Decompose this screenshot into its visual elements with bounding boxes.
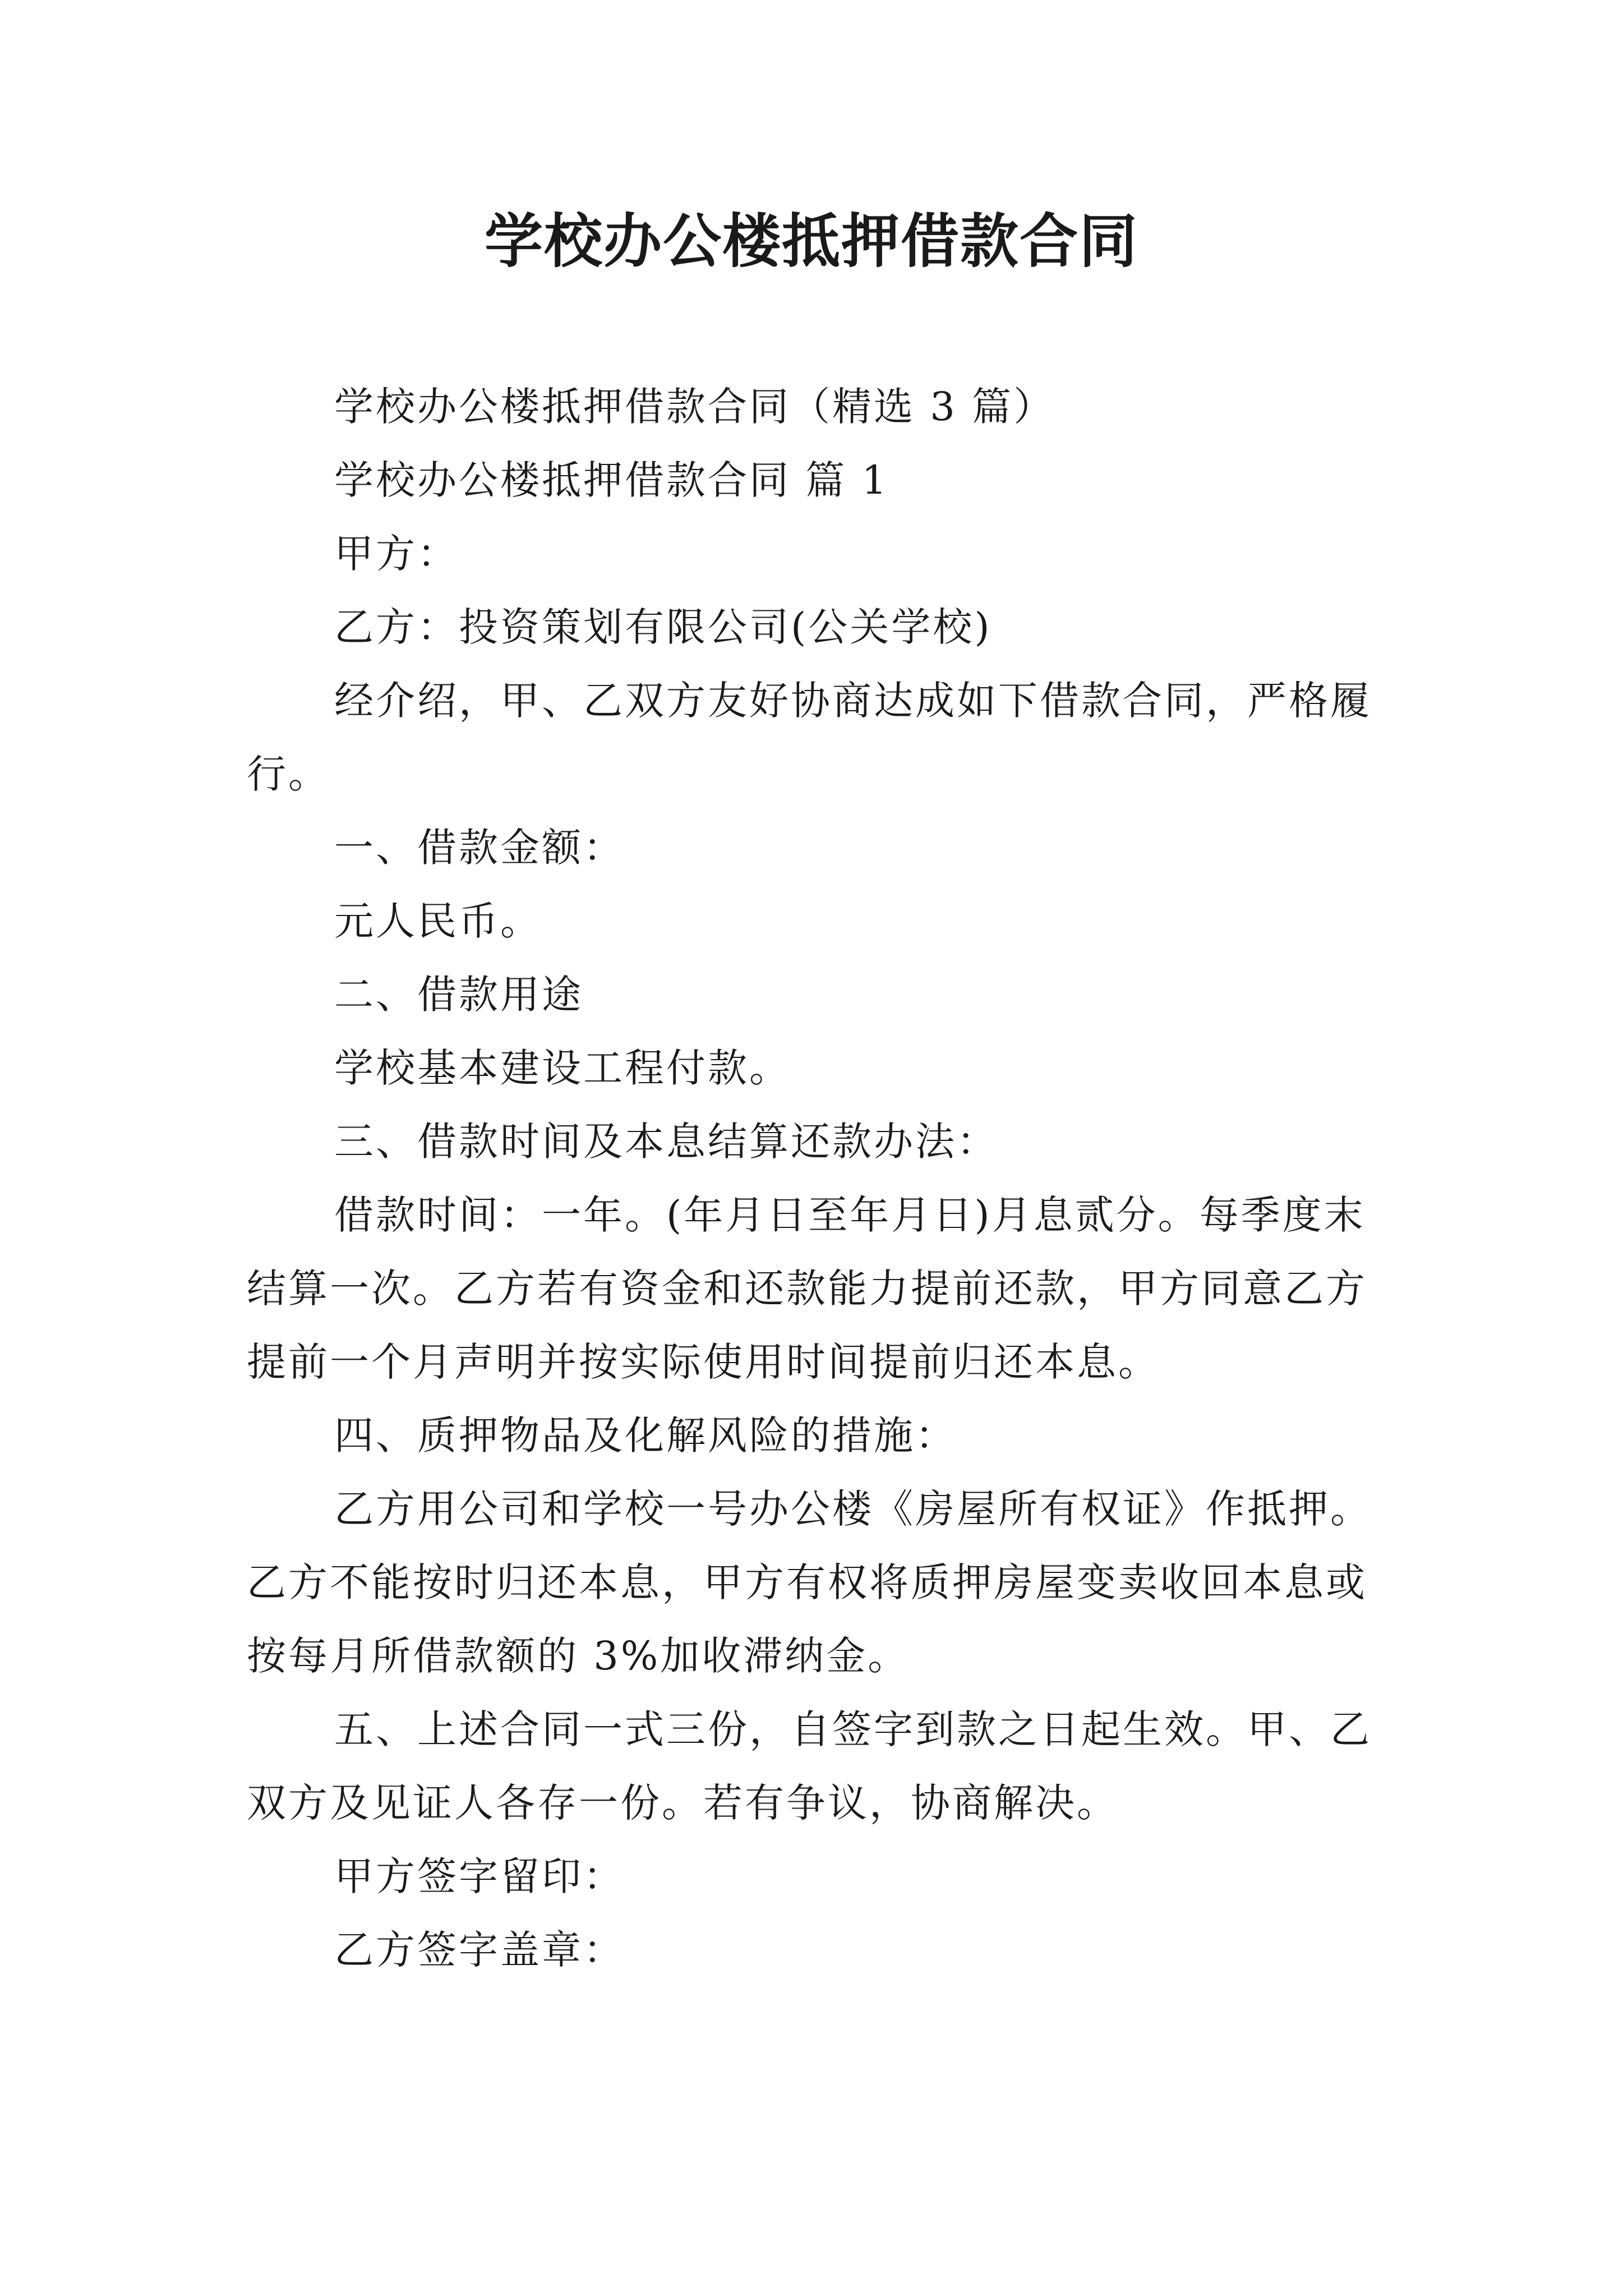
paragraph-party-b: 乙方：投资策划有限公司(公关学校) — [334, 604, 992, 650]
paragraph-clause-2-heading: 二、借款用途 — [334, 972, 583, 1018]
paragraph-collateral: 乙方用公司和学校一号办公楼《房屋所有权证》作抵押。乙方不能按时归还本息，甲方有权将质押房屋变卖收回本息或按每月所借款额的 3%加收滞纳金。 — [247, 1486, 1372, 1679]
paragraph-party-b-signature: 乙方签字盖章： — [334, 1927, 625, 1973]
paragraph-clause-5: 五、上述合同一式三份，自签字到款之日起生效。甲、乙双方及见证人各存一份。若有争议，协商解决。 — [247, 1706, 1372, 1826]
paragraph-intro: 经介绍，甲、乙双方友好协商达成如下借款合同，严格履行。 — [247, 678, 1372, 797]
document-body — [247, 370, 1391, 1987]
paragraph-party-a-signature: 甲方签字留印： — [334, 1853, 625, 1899]
document-title: 学校办公楼抵押借款合同 — [484, 207, 1138, 275]
paragraph-clause-4-heading: 四、质押物品及化解风险的措施： — [334, 1412, 957, 1458]
paragraph-loan-amount: 元人民币。 — [334, 898, 542, 944]
paragraph-loan-purpose: 学校基本建设工程付款。 — [334, 1045, 791, 1091]
paragraph-subtitle: 学校办公楼抵押借款合同（精选 3 篇） — [334, 384, 1055, 430]
paragraph-clause-3-heading: 三、借款时间及本息结算还款办法： — [334, 1119, 998, 1165]
paragraph-section-heading: 学校办公楼抵押借款合同 篇 1 — [334, 457, 889, 503]
paragraph-clause-1-heading: 一、借款金额： — [334, 825, 625, 871]
paragraph-party-a: 甲方： — [334, 531, 459, 577]
paragraph-loan-term: 借款时间：一年。(年月日至年月日)月息贰分。每季度末结算一次。乙方若有资金和还款能力提前还款，甲方同意乙方提前一个月声明并按实际使用时间提前归还本息。 — [247, 1192, 1367, 1385]
